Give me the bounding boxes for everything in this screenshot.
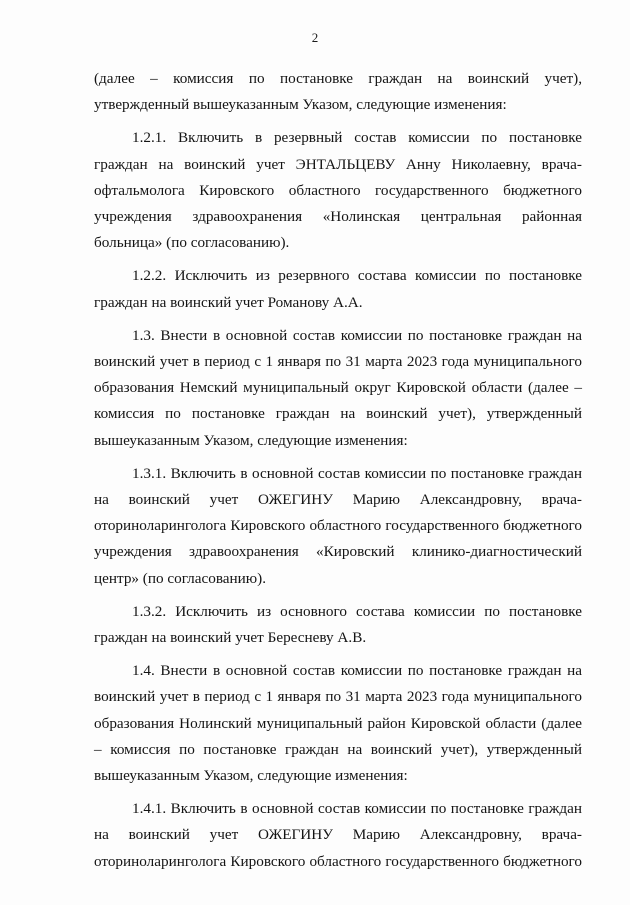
document-body — [94, 66, 582, 882]
paragraph-1-3: 1.3. Внести в основной состав комиссии по постановке граждан на воинский учет в период с 1 января по 31 марта 2023 года муниципального образования Немский муниципальный округ Кировской области (далее – комиссия по постановке граждан на воинский учет), утвержденный вышеуказанным Указом, следующие изменения: — [94, 326, 582, 449]
paragraph-1-4-1: 1.4.1. Включить в основной состав комиссии по постановке граждан на воинский учет ОЖЕГИНУ Марию Александровну, врача-оториноларинголога Кировского областного государственного бюджетного — [94, 800, 582, 870]
paragraph-1-2-1: 1.2.1. Включить в резервный состав комиссии по постановке граждан на воинский учет ЭНТАЛЬЦЕВУ Анну Николаевну, врача-офтальмолога Кировского областного государственного бюджетного учреждения здравоохранения «Нолинская центральная районная больница» (по согласованию). — [94, 129, 582, 252]
paragraph-continuation: (далее – комиссия по постановке граждан на воинский учет), утвержденный вышеуказанным Указом, следующие изменения: — [94, 70, 582, 114]
page-number: 2 — [311, 30, 319, 45]
paragraph-1-3-2: 1.3.2. Исключить из основного состава комиссии по постановке граждан на воинский учет Бересневу А.В. — [94, 602, 582, 647]
paragraph-1-2-2: 1.2.2. Исключить из резервного состава комиссии по постановке граждан на воинский учет Романову А.А. — [94, 267, 582, 311]
paragraph-1-4: 1.4. Внести в основной состав комиссии по постановке граждан на воинский учет в период с 1 января по 31 марта 2023 года муниципального образования Нолинский муниципальный район Кировской области (далее – комиссия по постановке граждан на воинский учет), утвержденный вышеуказанным Указом, следующие изменения: — [94, 662, 582, 785]
paragraph-1-3-1: 1.3.1. Включить в основной состав комиссии по постановке граждан на воинский учет ОЖЕГИНУ Марию Александровну, врача-оториноларинголога Кировского областного государственного бюджетного учреждения здравоохранения «Кировский клинико-диагностический центр» (по согласованию). — [94, 464, 582, 587]
